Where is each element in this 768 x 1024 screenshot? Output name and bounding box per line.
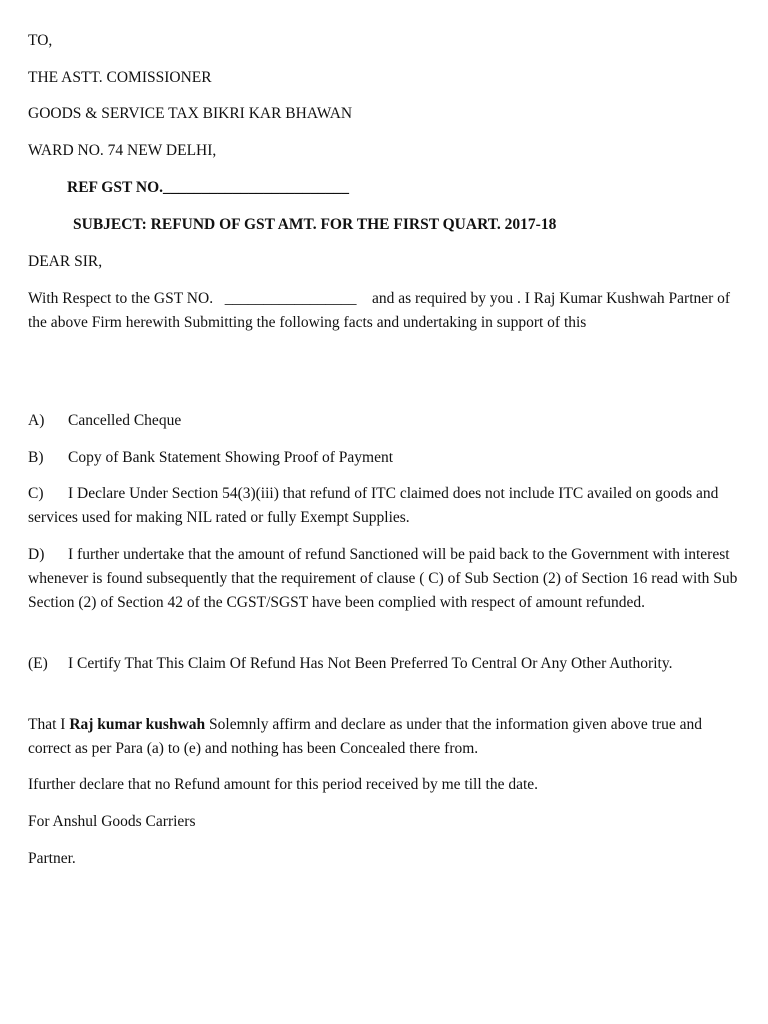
item-text: Cancelled Cheque <box>68 412 182 429</box>
item-text: I Certify That This Claim Of Refund Has Not Been Preferred To Central Or Any Other Authority. <box>68 655 673 672</box>
salutation: DEAR SIR, <box>28 253 103 270</box>
list-item-e <box>28 652 740 676</box>
item-label: D) <box>28 546 45 563</box>
item-text: I further undertake that the amount of refund Sanctioned will be paid back to the Government with interest whenever is found subsequently that the requirement of clause ( C) of Sub Section (2) of Section 16 read with Sub Section (2) of Section 42 of the CGST/SGST have been complied with respect of amount refunded. <box>28 546 738 611</box>
list-item-a <box>28 409 740 433</box>
address-to: TO, <box>28 32 53 49</box>
item-label: A) <box>28 412 45 429</box>
address-line-3: WARD NO. 74 NEW DELHI, <box>28 142 217 159</box>
list-item-c <box>28 482 740 530</box>
list-item-d <box>28 543 740 615</box>
ref-gst-line <box>67 176 349 200</box>
address-line-1: THE ASTT. COMISSIONER <box>28 69 212 86</box>
item-label: B) <box>28 449 44 466</box>
closing-designation: Partner. <box>28 850 76 867</box>
item-text: Copy of Bank Statement Showing Proof of Payment <box>68 449 394 466</box>
ref-gst-label: REF GST NO. <box>67 179 164 196</box>
intro-before-blank: With Respect to the GST NO. <box>28 290 214 307</box>
address-line-2: GOODS & SERVICE TAX BIKRI KAR BHAWAN <box>28 105 353 122</box>
ref-gst-blank: ________________________ <box>163 179 350 196</box>
affirmant-name: Raj kumar kushwah <box>69 716 206 733</box>
list-item-b <box>28 446 740 470</box>
closing-firm: For Anshul Goods Carriers <box>28 813 196 830</box>
item-label: C) <box>28 485 44 502</box>
affirmation-prefix: That I <box>28 716 66 733</box>
further-declaration: Ifurther declare that no Refund amount for this period received by me till the date. <box>28 776 539 793</box>
subject-line: SUBJECT: REFUND OF GST AMT. FOR THE FIRST QUART. 2017-18 <box>73 216 557 233</box>
intro-gst-blank: _________________ <box>224 290 357 307</box>
affirmation-text: Solemnly affirm and declare as under that the information given above true and correct as per Para (a) to (e) and nothing has been Concealed there from. <box>28 716 702 757</box>
affirmation-paragraph <box>28 713 740 761</box>
intro-after-blank: and as required by you . I Raj Kumar Kushwah Partner of the above Firm herewith Submitting the following facts and undertaking in support of this <box>28 290 731 331</box>
item-label: (E) <box>28 655 48 672</box>
intro-paragraph <box>28 287 740 335</box>
item-text: I Declare Under Section 54(3)(iii) that refund of ITC claimed does not include ITC availed on goods and services used for making NIL rated or fully Exempt Supplies. <box>28 485 719 526</box>
